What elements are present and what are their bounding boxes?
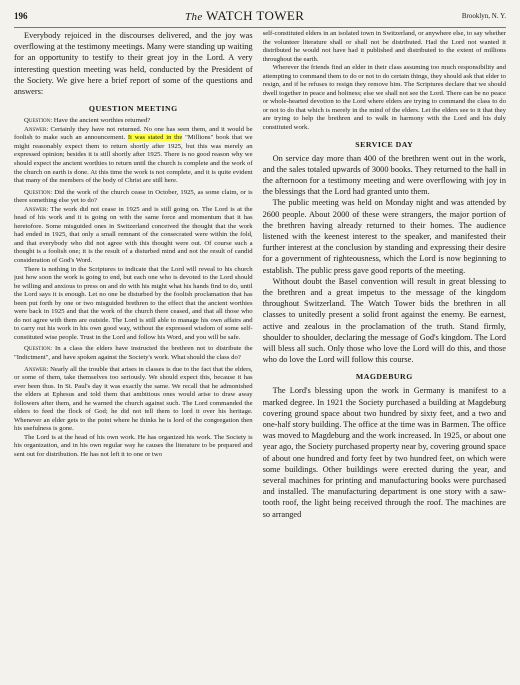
- left-column: [14, 30, 253, 681]
- question-label: Question:: [24, 188, 53, 196]
- highlighted-text: It was stated in the: [127, 134, 183, 142]
- service-day-heading: SERVICE DAY: [355, 139, 414, 149]
- publication-place: Brooklyn, N. Y.: [461, 12, 506, 20]
- title-prefix: The: [185, 11, 203, 23]
- answer-label: Answer:: [24, 365, 49, 373]
- publication-title: [185, 8, 304, 24]
- lord-head-paragraph: The Lord is at the head of his own work. He has organized his work. The Society is his organization, and in his own regular way he causes the literature to be prepared and sent out for distribution. He has not left it to one or two: [14, 433, 253, 458]
- answer-text: Nearly all the trouble that arises in classes is due to the fact that the elders, or some of them, take themselves too seriously. We should expect this, because it has ever been thus. In St. Paul's day it was exactly the same. We recall that he admonished the elders at Ephesus and told them that ambitious ones would arise to draw away followers after them, and he warned the church against such. The Lord commanded the elders to feed the flock of God; he did not tell them to lord it over his heritage. Whenever an elder gets to the point where he thinks he is lord of the congregation then his usefulness is gone.: [14, 365, 253, 433]
- answer-text: The work did not cease in 1925 and is still going on. The Lord is at the head of his work and it is going on with the same force and momentum that it has heretofore. Some misguided ones in Switzerland conceived the thought that the work had ended in 1925, that only a small remnant of the consecrated were within the fold, and that everybody who did not agree with this thought were out. Of course such a thought is a foolish one; it is the result of a disturbed mind and not the result of candid consideration of God's Word.: [14, 205, 253, 264]
- answer-1: [14, 126, 253, 186]
- continued-paragraph: self-constituted elders in an isolated town in Switzerland, or anywhere else, to say whether the volunteer literature shall or shall not be distributed. Had the Lord not wanted it distributed he would not have had it published and distributed to the extent of millions throughout the earth.: [262, 30, 506, 63]
- question-text: Have the ancient worthies returned?: [52, 117, 151, 125]
- answer-text-end: "Millions" book that we might reasonably expect them to return shortly after 1925, but this was merely an expressed opinion; besides it is still shortly after 1925. There is no good reason why we should expect the ancient worthies to return until the church is complete and the work of the church on earth is done. At this time the work is not complete, and it is quite evident that many of the members of the body of Christ are still here.: [14, 134, 253, 185]
- scriptures-paragraph: There is nothing in the Scriptures to indicate that the Lord will reveal to his church just how soon the work is going to end, but each one who is devoted to the Lord should be willing and anxious to press on and do with his might what his hands find to do, until the Lord says it is enough. Let no one be disturbed by the foolish proclamation that has been put forth by one or two misguided brethren to the effect that the ancient worthies were back in 1925 and that the work of the church there ceased, and that all those who do not agree with them are outside. The Lord is still able to manage his own affairs and to carry out his work in his own good way, without the expressed wisdom of some self-constituted wise people. Trust in the Lord and follow his Word, and you will be safe.: [14, 265, 253, 341]
- question-text: In a class the elders have instructed the brethren not to distribute the "Indictment", and have spoken against the Society's work. What should the class do?: [14, 345, 253, 361]
- question-text: Did the work of the church cease in October, 1925, as some claim, or is there something else yet to do?: [14, 188, 253, 205]
- service-day-paragraph-2: The public meeting was held on Monday night and was attended by 2600 people. About 2000 of these were strangers, the major portion of the brethren having already returned to their homes. The audience listened with the keenest interest to the speaker, and manifested their further interest at the conclusion by standing and expressing their desire for a government of righteousness, which the Lord is now beginning to establish. The public press gave good reports of the meeting.: [262, 198, 506, 275]
- answer-2: [14, 206, 253, 266]
- question-3: [14, 345, 253, 362]
- page-number: 196: [14, 11, 28, 21]
- text-columns: [14, 30, 506, 681]
- right-column: [263, 30, 506, 681]
- magdeburg-heading: MAGDEBURG: [355, 372, 413, 382]
- service-day-paragraph-1: On service day more than 400 of the brethren went out in the work, and the sales totaled upwards of 3000 books. They returned to the hall in the afternoon for a testimony meeting and were overflowing with joy in the blessings that the Lord had granted unto them.: [262, 153, 506, 197]
- question-label: Question:: [24, 345, 53, 353]
- answer-label: Answer:: [24, 125, 49, 133]
- friends-paragraph: Wherever the friends find an elder in their class assuming too much responsibility and attempting to command them to do or not to do certain things, they should ask that elder to resign, and if he refuses to resign they remove him. The Scriptures declare that we should dwell together in peace and holiness; else we shall not see the Lord. There can be no peace or whole-hearted devotion to the Lord where elders are trying to command the class to do or not to do that which is merely in the mind of the elders. Let the elders see to it that they are trying to help the brethren and to walk in harmony with the Lord and his duly constituted work.: [262, 64, 506, 132]
- intro-paragraph: Everybody rejoiced in the discourses delivered, and the joy was overflowing at the testimony meetings. Many were standing up waiting for an opportunity to testify to their great joy in the Lord. A very interesting question meeting was held, conducted by the President of the Society. We give here a brief report of some of the questions and answers:: [14, 31, 253, 97]
- question-2: [14, 189, 253, 206]
- question-label: Question:: [24, 117, 53, 125]
- answer-label: Answer:: [24, 205, 49, 213]
- page-header: [14, 5, 506, 28]
- answer-text-start: Certainly they have not returned. No one has seen them, and it would be foolish to make such an announcement.: [14, 125, 253, 142]
- magdeburg-paragraph: The Lord's blessing upon the work in Germany is manifest to a marked degree. In 1921 the Society purchased a building at Magdeburg covering ground space about two hundred by sixty feet, and a two and one-half story building. The office at the time was in Barmen. The office was moved to Magdeburg and the work increased. In 1925, or about one year ago, the Society purchased property near by, covering ground space of about one hundred and forty feet by two hundred feet, on which were some buildings. Other buildings were erected during the year, and several machines for printing and manufacturing books were purchased and installed. The manufacturing department is one story with a saw-tooth roof, the light being received through the roof. The machines are so arranged: [262, 386, 506, 519]
- answer-3: [14, 366, 253, 434]
- question-1: [14, 117, 253, 126]
- title-main: WATCH TOWER: [206, 8, 305, 23]
- service-day-paragraph-3: Without doubt the Basel convention will result in great blessing to the brethren and a great impetus to the message of the kingdom throughout Switzerland. The Watch Tower bids the brethren in all classes to unitedly present a solid front against the enemy. Be earnest, active and zealous in the proclamation of the truth. Stand firmly, shoulder to shoulder, declaring the message of God's kingdom. The Lord will bless all such. Only those who love the Lord will do this, and those who do love the Lord will follow this course.: [262, 276, 506, 365]
- question-meeting-heading: QUESTION MEETING: [88, 104, 178, 114]
